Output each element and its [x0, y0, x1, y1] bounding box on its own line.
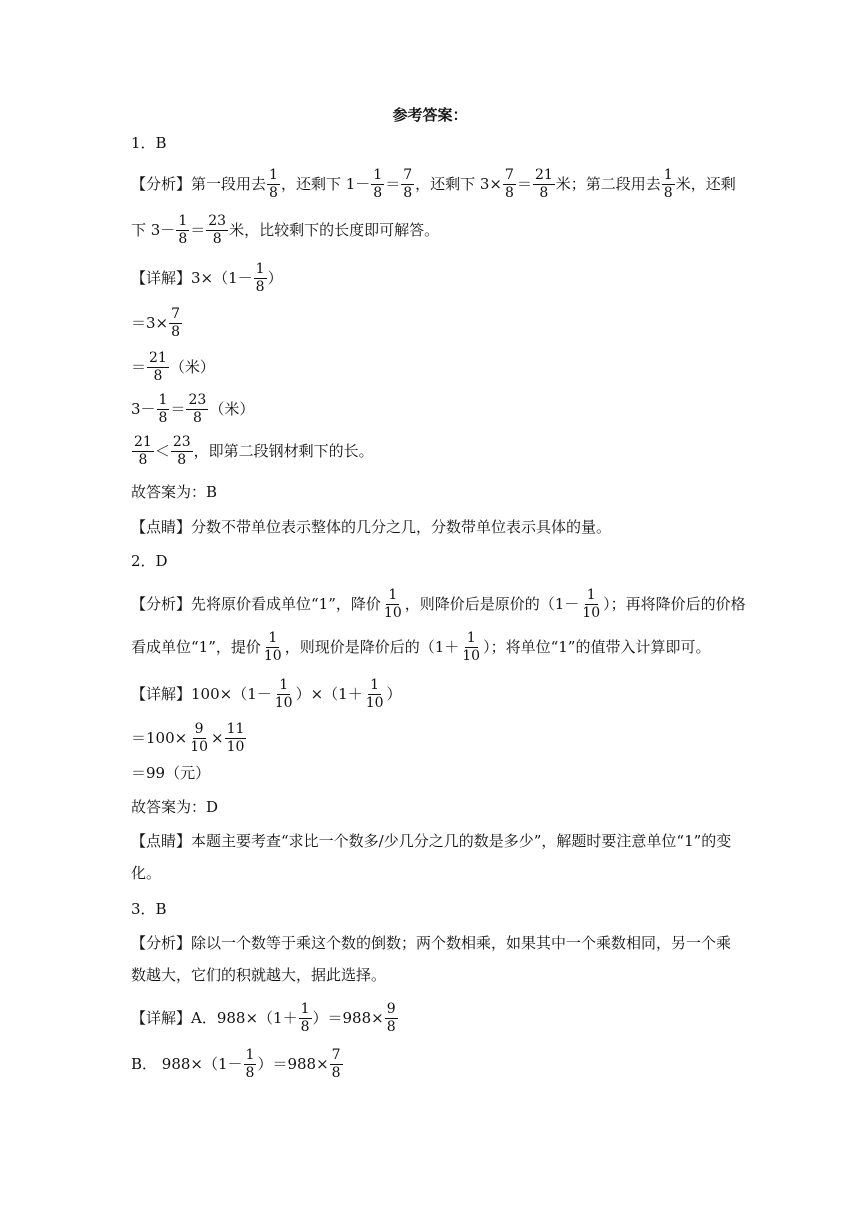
- fraction: [186, 393, 208, 425]
- numerator: 1: [300, 1001, 310, 1017]
- text: ＝: [170, 399, 186, 418]
- text: ＝: [385, 174, 401, 193]
- fraction: [157, 393, 170, 425]
- fraction: [225, 722, 247, 754]
- denominator: 10: [190, 738, 209, 755]
- fraction: [371, 168, 384, 200]
- denominator: 10: [462, 647, 481, 664]
- label: 【详解】: [131, 684, 192, 703]
- text: 3－: [131, 399, 156, 418]
- text: 故答案为：B: [131, 483, 218, 501]
- numerator: 1: [255, 261, 265, 277]
- fraction: [533, 168, 555, 200]
- q1-detail-step1: [131, 262, 283, 294]
- numerator: 7: [403, 167, 413, 183]
- denominator: 8: [331, 1064, 341, 1081]
- text: 100×（1－: [191, 684, 272, 703]
- denominator: 10: [383, 604, 402, 621]
- q2-remark-line1: [131, 834, 731, 849]
- numerator: 1: [388, 587, 398, 603]
- fraction: [206, 214, 228, 246]
- text: ，则降价后是原价的（1－: [404, 594, 580, 613]
- text: ＝100×: [131, 728, 188, 747]
- denominator: 8: [255, 278, 265, 295]
- q2-detail-step2: [131, 722, 247, 754]
- denominator: 8: [300, 1018, 310, 1035]
- denominator: 8: [171, 323, 181, 340]
- text: ，则现价是降价后的（1＋: [284, 637, 460, 656]
- denominator: 8: [539, 184, 549, 201]
- text: ，还剩下 1－: [280, 174, 371, 193]
- fraction: [662, 168, 675, 200]
- q3-analysis-line1: [131, 936, 731, 951]
- text: 故答案为：D: [131, 798, 219, 816]
- denominator: 10: [365, 694, 384, 711]
- text: （米）: [169, 357, 215, 376]
- numerator: 1: [245, 1047, 255, 1063]
- denominator: 8: [158, 409, 168, 426]
- numerator: 21: [134, 434, 152, 450]
- text: ）＝988×: [312, 1008, 384, 1027]
- page-title: 参考答案：: [392, 106, 468, 124]
- label: 【详解】: [131, 268, 192, 287]
- numerator: 1: [279, 677, 289, 693]
- q2-answer: [131, 554, 168, 569]
- numerator: 7: [331, 1047, 341, 1063]
- denominator: 10: [582, 604, 601, 621]
- denominator: 8: [403, 184, 413, 201]
- q2-detail-step3: [131, 766, 210, 781]
- numerator: 1: [586, 587, 596, 603]
- fraction: [382, 588, 404, 620]
- numerator: 1: [158, 392, 168, 408]
- text: ＝: [131, 357, 147, 376]
- q1-answer: [131, 136, 167, 151]
- text: ）；再将降价后的价格: [603, 594, 746, 613]
- label: 【分析】: [131, 594, 192, 613]
- text: ，即第二段钢材剩下的长。: [193, 441, 374, 460]
- numerator: 21: [149, 350, 167, 366]
- q1-remark: [131, 520, 611, 535]
- denominator: 8: [192, 409, 202, 426]
- numerator: 1: [466, 630, 476, 646]
- text: ＝99（元）: [131, 764, 211, 782]
- text: 【分析】除以一个数等于乘这个数的倒数；两个数相乘，如果其中一个乘数相同，另一个乘: [131, 934, 732, 952]
- answer-text: 2．D: [131, 552, 168, 570]
- denominator: 8: [373, 184, 383, 201]
- text: ）: [267, 268, 283, 287]
- numerator: 1: [269, 167, 278, 183]
- fraction: [188, 722, 210, 754]
- q1-detail-step2: [131, 307, 183, 339]
- denominator: 8: [153, 367, 163, 384]
- denominator: 8: [245, 1064, 255, 1081]
- denominator: 10: [226, 738, 245, 755]
- numerator: 23: [188, 392, 207, 408]
- fraction: [299, 1002, 312, 1034]
- numerator: 11: [226, 721, 245, 737]
- answer-text: 1．B: [131, 134, 167, 152]
- text: ＝3×: [131, 313, 169, 332]
- q1-detail-step3: [131, 351, 215, 383]
- numerator: 23: [208, 213, 227, 229]
- q2-analysis-line2: [131, 631, 710, 663]
- text: ＜: [154, 441, 170, 460]
- text: 【点睛】本题主要考查“求比一个数多/少几分之几的数是多少”，解题时要注意单位“1”的变: [131, 832, 732, 850]
- label: 【详解】: [131, 1008, 192, 1027]
- numerator: 1: [370, 677, 380, 693]
- text: A．988×（1＋: [191, 1008, 298, 1027]
- fraction: [244, 1048, 257, 1080]
- fraction: [273, 678, 295, 710]
- denominator: 8: [212, 230, 222, 247]
- fraction: [385, 1002, 398, 1034]
- text: （米）: [209, 399, 255, 418]
- text: ）；将单位“1”的值带入计算即可。: [483, 637, 711, 656]
- q2-analysis-line1: [131, 588, 746, 620]
- text: 数越大，它们的积就越大，据此选择。: [131, 966, 387, 984]
- text: 下 3－: [131, 220, 176, 239]
- numerator: 1: [178, 213, 188, 229]
- text: ×: [211, 728, 224, 747]
- text: ）＝988×: [257, 1054, 329, 1073]
- denominator: 8: [269, 184, 278, 201]
- text: 3×（1－: [191, 268, 253, 287]
- fraction: [169, 307, 182, 339]
- q1-detail-step4: [131, 393, 254, 425]
- numerator: 9: [194, 721, 204, 737]
- q2-remark-line2: [131, 866, 161, 881]
- numerator: 7: [171, 306, 181, 322]
- fraction: [580, 588, 602, 620]
- q3-detail-option-a: [131, 1002, 399, 1034]
- fraction: [267, 168, 280, 200]
- q3-answer: [131, 902, 167, 917]
- text: 米，比较剩下的长度即可解答。: [229, 220, 440, 239]
- denominator: 8: [177, 451, 187, 468]
- text: ）×（1＋: [295, 684, 363, 703]
- denominator: 10: [263, 647, 282, 664]
- q1-analysis-line2: [131, 214, 439, 246]
- answer-text: 3．B: [131, 900, 167, 918]
- text: ＝: [516, 174, 532, 193]
- numerator: 1: [663, 167, 673, 183]
- text: B． 988×（1－: [131, 1054, 243, 1073]
- numerator: 1: [373, 167, 383, 183]
- text: 米；第二段用去: [555, 174, 661, 193]
- q1-analysis-line1: [131, 168, 736, 200]
- text: 看成单位“1”，提价: [131, 637, 261, 656]
- numerator: 23: [172, 434, 191, 450]
- text: ）: [386, 684, 402, 703]
- denominator: 8: [663, 184, 673, 201]
- denominator: 10: [274, 694, 293, 711]
- q2-conclusion: [131, 800, 218, 815]
- fraction: [262, 631, 284, 663]
- denominator: 8: [178, 230, 188, 247]
- fraction: [171, 435, 193, 467]
- q3-detail-option-b: [131, 1048, 344, 1080]
- numerator: 21: [534, 167, 553, 183]
- text: 【点睛】分数不带单位表示整体的几分之几，分数带单位表示具体的量。: [131, 518, 612, 536]
- numerator: 9: [386, 1001, 396, 1017]
- denominator: 8: [386, 1018, 396, 1035]
- numerator: 7: [505, 167, 514, 183]
- text: 先将原价看成单位“1”，降价: [191, 594, 381, 613]
- denominator: 8: [138, 451, 148, 468]
- q2-detail-step1: [131, 678, 402, 710]
- q3-analysis-line2: [131, 968, 386, 983]
- label: 【分析】: [131, 174, 192, 193]
- denominator: 8: [505, 184, 514, 201]
- fraction: [401, 168, 414, 200]
- fraction: [176, 214, 189, 246]
- q1-detail-step5: [131, 435, 374, 467]
- text: 化。: [131, 864, 162, 882]
- fraction: [132, 435, 154, 467]
- text: ＝: [190, 220, 206, 239]
- fraction: [254, 262, 267, 294]
- text: 第一段用去: [191, 174, 267, 193]
- fraction: [503, 168, 516, 200]
- fraction: [147, 351, 169, 383]
- text: ，还剩下 3×: [415, 174, 503, 193]
- fraction: [330, 1048, 343, 1080]
- q1-conclusion: [131, 485, 217, 500]
- fraction: [364, 678, 386, 710]
- fraction: [460, 631, 482, 663]
- numerator: 1: [268, 630, 278, 646]
- text: 米，还剩: [675, 174, 736, 193]
